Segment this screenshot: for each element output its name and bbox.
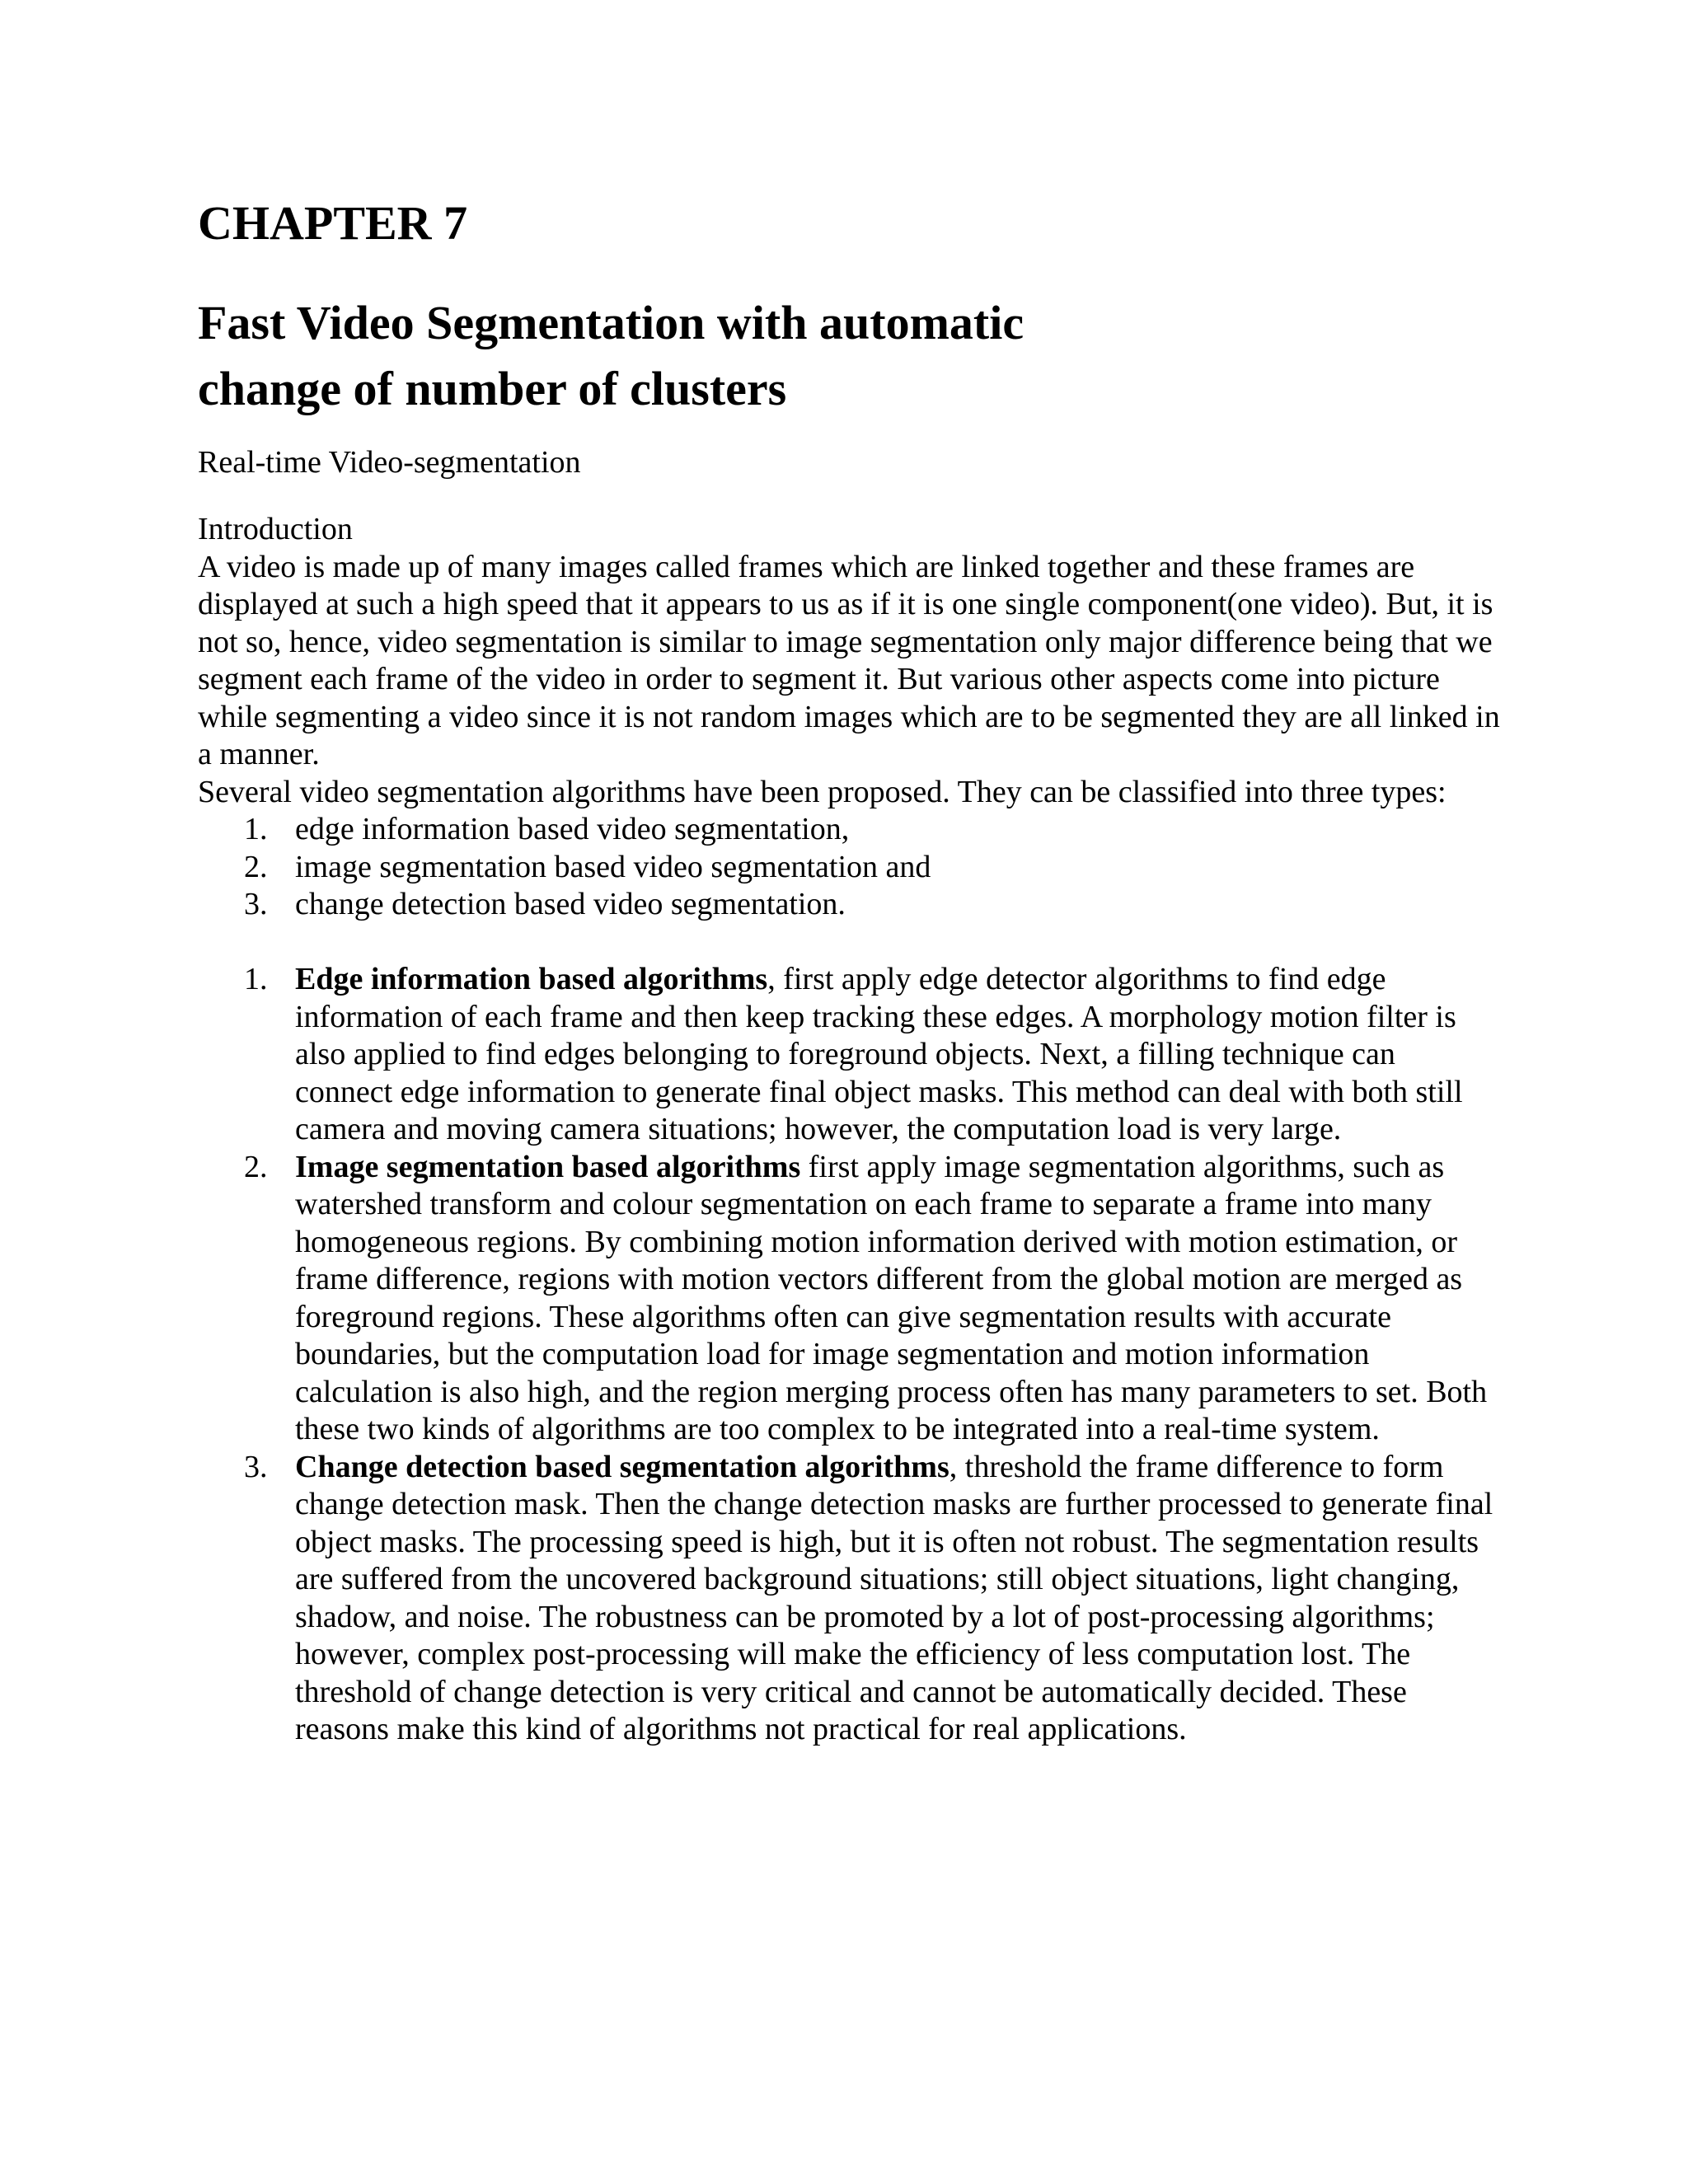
chapter-label: CHAPTER 7 (198, 196, 468, 250)
list-item (198, 1149, 1500, 1449)
list-item-text: , first apply edge detector algorithms to find edge information of each frame and then keep tracking these edges. A morphology motion filter is also applied to find edges belonging to foreground objects. Next, a filling technique can connect edge information to generate final object masks. This method can deal with both still camera and moving camera situations; however, the computation load is very large. (295, 962, 1463, 1146)
list-number: 3. (244, 1449, 268, 1484)
title-line-1: Fast Video Segmentation with automatic (198, 296, 1025, 349)
list-item (198, 849, 1500, 887)
intro-paragraph: A video is made up of many images called frames which are linked together and these frames are displayed at such a high speed that it appears to us as if it is one single component(one video). But, it is not so, hence, video segmentation is similar to image segmentation only major difference being that we segment each frame of the video in order to segment it. But various other aspects come into picture while segmenting a video since it is not random images which are to be segmented they are all linked in a manner. (198, 549, 1500, 771)
list-item (198, 1449, 1500, 1749)
list-item-text: , threshold the frame difference to form change detection mask. Then the change detection masks are further processed to generate final object masks. The processing speed is high, but it is often not robust. The segmentation results are suffered from the uncovered background situations; still object situations, light changing, shadow, and noise. The robustness can be promoted by a lot of post-processing algorithms; however, complex post-processing will make the efficiency of less computation lost. The threshold of change detection is very critical and cannot be automatically decided. These reasons make this kind of algorithms not practical for real applications. (295, 1449, 1493, 1746)
list-item-text: change detection based video segmentation. (295, 887, 846, 921)
intro-heading: Introduction (198, 512, 353, 546)
classification-sentence: Several video segmentation algorithms have been proposed. They can be classified into three types: (198, 774, 1447, 809)
list-item (198, 886, 1500, 924)
chapter-title (198, 290, 1500, 422)
section-subtitle: Real-time Video-segmentation (198, 445, 581, 480)
details-list (198, 961, 1500, 1749)
body-text (198, 511, 1500, 1749)
list-item-term: Change detection based segmentation algorithms (295, 1449, 950, 1484)
list-number: 3. (244, 887, 268, 921)
title-line-2: change of number of clusters (198, 362, 787, 415)
types-list (198, 811, 1500, 924)
list-item-text: image segmentation based video segmentation and (295, 849, 931, 884)
list-number: 1. (244, 812, 268, 846)
list-number: 2. (244, 1149, 268, 1184)
list-item-text: edge information based video segmentation, (295, 812, 850, 846)
list-item (198, 811, 1500, 849)
list-item (198, 961, 1500, 1149)
list-item-text: first apply image segmentation algorithms, such as watershed transform and colour segmentation on each frame to separate a frame into many homogeneous regions. By combining motion information derived with motion estimation, or frame difference, regions with motion vectors different from the global motion are merged as foreground regions. These algorithms often can give segmentation results with accurate boundaries, but the computation load for image segmentation and motion information calculation is also high, and the region merging process often has many parameters to set. Both these two kinds of algorithms are too complex to be integrated into a real-time system. (295, 1149, 1488, 1446)
list-number: 2. (244, 849, 268, 884)
list-item-term: Image segmentation based algorithms (295, 1149, 801, 1184)
list-item-term: Edge information based algorithms (295, 962, 768, 996)
list-number: 1. (244, 962, 268, 996)
